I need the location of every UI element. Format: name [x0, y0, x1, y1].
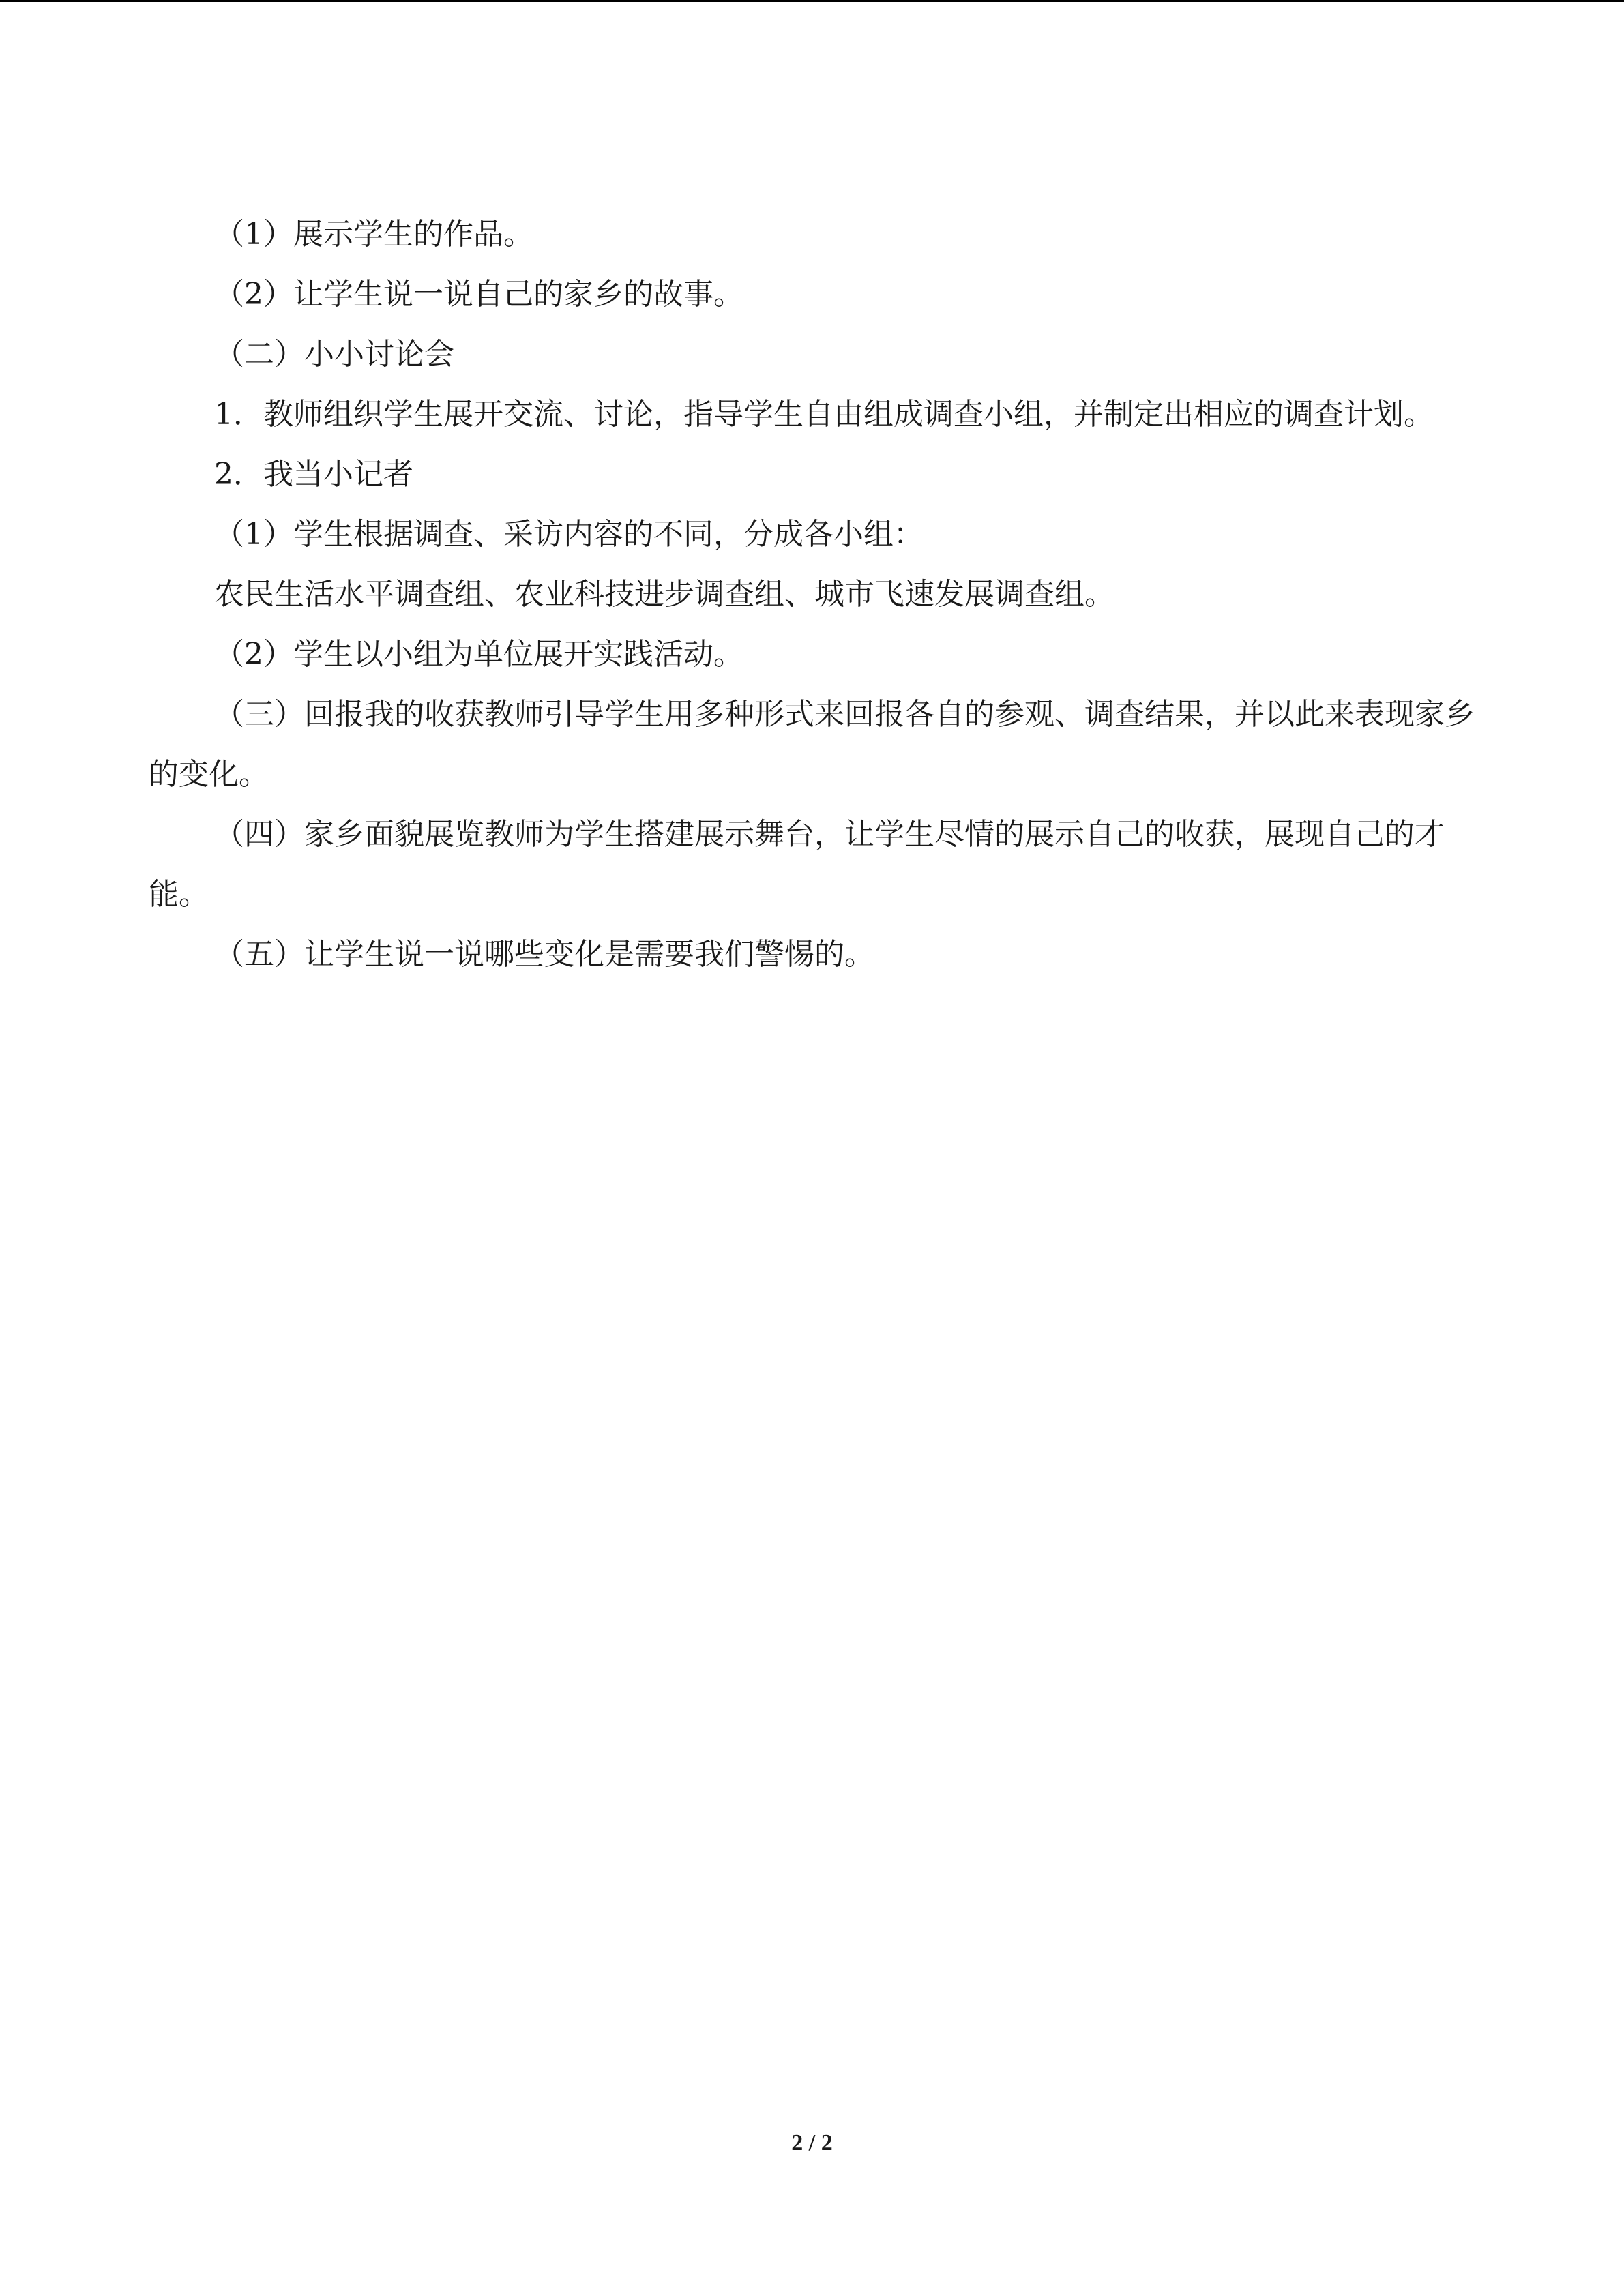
paragraph-show-works: （1）展示学生的作品。	[214, 217, 533, 252]
paragraph-group-division: （1）学生根据调查、采访内容的不同，分成各小组：	[214, 517, 924, 552]
page-top-border	[0, 0, 1624, 2]
document-body	[149, 205, 1475, 985]
section-hometown-exhibition: （四）家乡面貌展览教师为学生搭建展示舞台，让学生尽情的展示自己的收获，展现自己的才能。	[149, 817, 1445, 912]
section-changes-vigilance: （五）让学生说一说哪些变化是需要我们警惕的。	[214, 937, 874, 972]
paragraph-hometown-story: （2）让学生说一说自己的家乡的故事。	[214, 277, 743, 312]
paragraph-practice-activity: （2）学生以小组为单位展开实践活动。	[214, 637, 743, 672]
paragraph-little-reporter: 2．我当小记者	[214, 457, 413, 492]
paragraph-teacher-organize: 1．教师组织学生展开交流、讨论，指导学生自由组成调查小组，并制定出相应的调查计划。	[214, 397, 1434, 432]
section-report-harvest: （三）回报我的收获教师引导学生用多种形式来回报各自的参观、调查结果，并以此来表现家乡的变化。	[149, 697, 1475, 792]
paragraph-survey-groups: 农民生活水平调查组、农业科技进步调查组、城市飞速发展调查组。	[214, 577, 1114, 612]
page-number: 2 / 2	[791, 2130, 833, 2156]
section-heading-discussion: （二）小小讨论会	[214, 337, 454, 372]
